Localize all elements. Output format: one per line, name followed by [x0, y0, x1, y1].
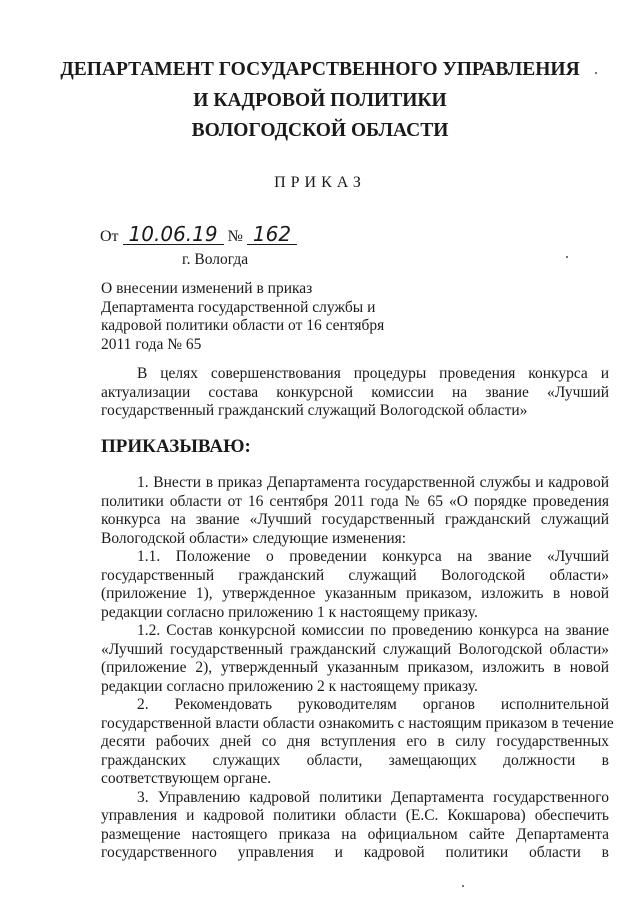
body-line: 2. Рекомендовать руководителям органов исполнительной: [137, 696, 609, 713]
scan-speck: [462, 885, 464, 887]
order-number-label: №: [227, 228, 243, 245]
department-title-line-1: ДЕПАРТАМЕНТ ГОСУДАРСТВЕННОГО УПРАВЛЕНИЯ: [60, 59, 580, 80]
body-line: государственного управления и кадровой политики области в: [101, 844, 609, 861]
intro-line: В целях совершенствования процедуры проведения конкурса и: [137, 365, 609, 382]
body-line: государственной власти области ознакомить с настоящим приказом в течение: [101, 714, 614, 732]
body-line: «Лучший государственный гражданский служащий Вологодской области»: [101, 640, 609, 658]
body-line: политики области от 16 сентября 2011 года № 65 «О порядке проведения: [101, 492, 609, 510]
scan-speck: [595, 72, 597, 74]
intro-paragraph: [101, 365, 609, 421]
city-line: г. Вологда: [182, 251, 249, 268]
body-line: размещение настоящего приказа на официальном сайте Департамента: [101, 825, 609, 843]
body-line: 1.1. Положение о проведении конкурса на звание «Лучший: [137, 548, 609, 565]
body-line: 1.2. Состав конкурсной комиссии по проведению конкурса на звание: [137, 622, 609, 639]
body-line: конкурса на звание «Лучший государственный гражданский служащий: [101, 511, 609, 528]
body-line: государственный гражданский служащий Вологодской области»: [101, 566, 609, 584]
decree-label: ПРИКАЗЫВАЮ:: [101, 436, 251, 457]
body-line: Вологодской области» следующие изменения:: [101, 529, 407, 547]
scan-speck: [566, 256, 568, 258]
subject-line: кадровой политики области от 16 сентября: [101, 317, 385, 334]
order-title: ПРИКАЗ: [274, 174, 366, 191]
department-title-line-2: И КАДРОВОЙ ПОЛИТИКИ: [193, 90, 447, 111]
body-line: управления и кадровой политики области (Е.С. Кокшарова) обеспечить: [101, 807, 609, 824]
department-title-line-3: ВОЛОГОДСКОЙ ОБЛАСТИ: [191, 120, 449, 141]
body-line: 3. Управлению кадровой политики Департамента государственного: [137, 788, 609, 806]
order-number: 162: [247, 224, 297, 245]
intro-line: актуализации состава конкурсной комиссии на звание «Лучший: [101, 383, 609, 401]
subject-line: 2011 года № 65: [101, 335, 202, 353]
body-line: (приложение 1), утвержденное указанным приказом, изложить в новой: [101, 585, 609, 602]
order-body: [101, 474, 614, 863]
order-subject: [101, 280, 384, 354]
order-date: 10.06.19: [123, 224, 224, 245]
body-line: редакции согласно приложению 1 к настоящему приказу.: [101, 603, 478, 621]
body-line: гражданских служащих области, замещающих должности в: [101, 751, 609, 769]
subject-line: О внесении изменений в приказ: [101, 280, 313, 297]
body-line: 1. Внести в приказ Департамента государственной службы и кадровой: [137, 474, 609, 491]
body-line: редакции согласно приложению 2 к настоящему приказу.: [101, 677, 478, 695]
body-line: (приложение 2), утвержденный указанным приказом, изложить в новой: [101, 659, 609, 676]
intro-line: государственный гражданский служащий Вологодской области»: [101, 402, 528, 419]
body-line: десяти рабочих дней со дня вступления его в силу государственных: [101, 733, 609, 750]
subject-line: Департамента государственной службы и: [101, 298, 376, 316]
date-from-label: От: [100, 228, 119, 245]
order-dateline: [100, 224, 297, 246]
body-line: соответствующем органе.: [101, 770, 272, 787]
